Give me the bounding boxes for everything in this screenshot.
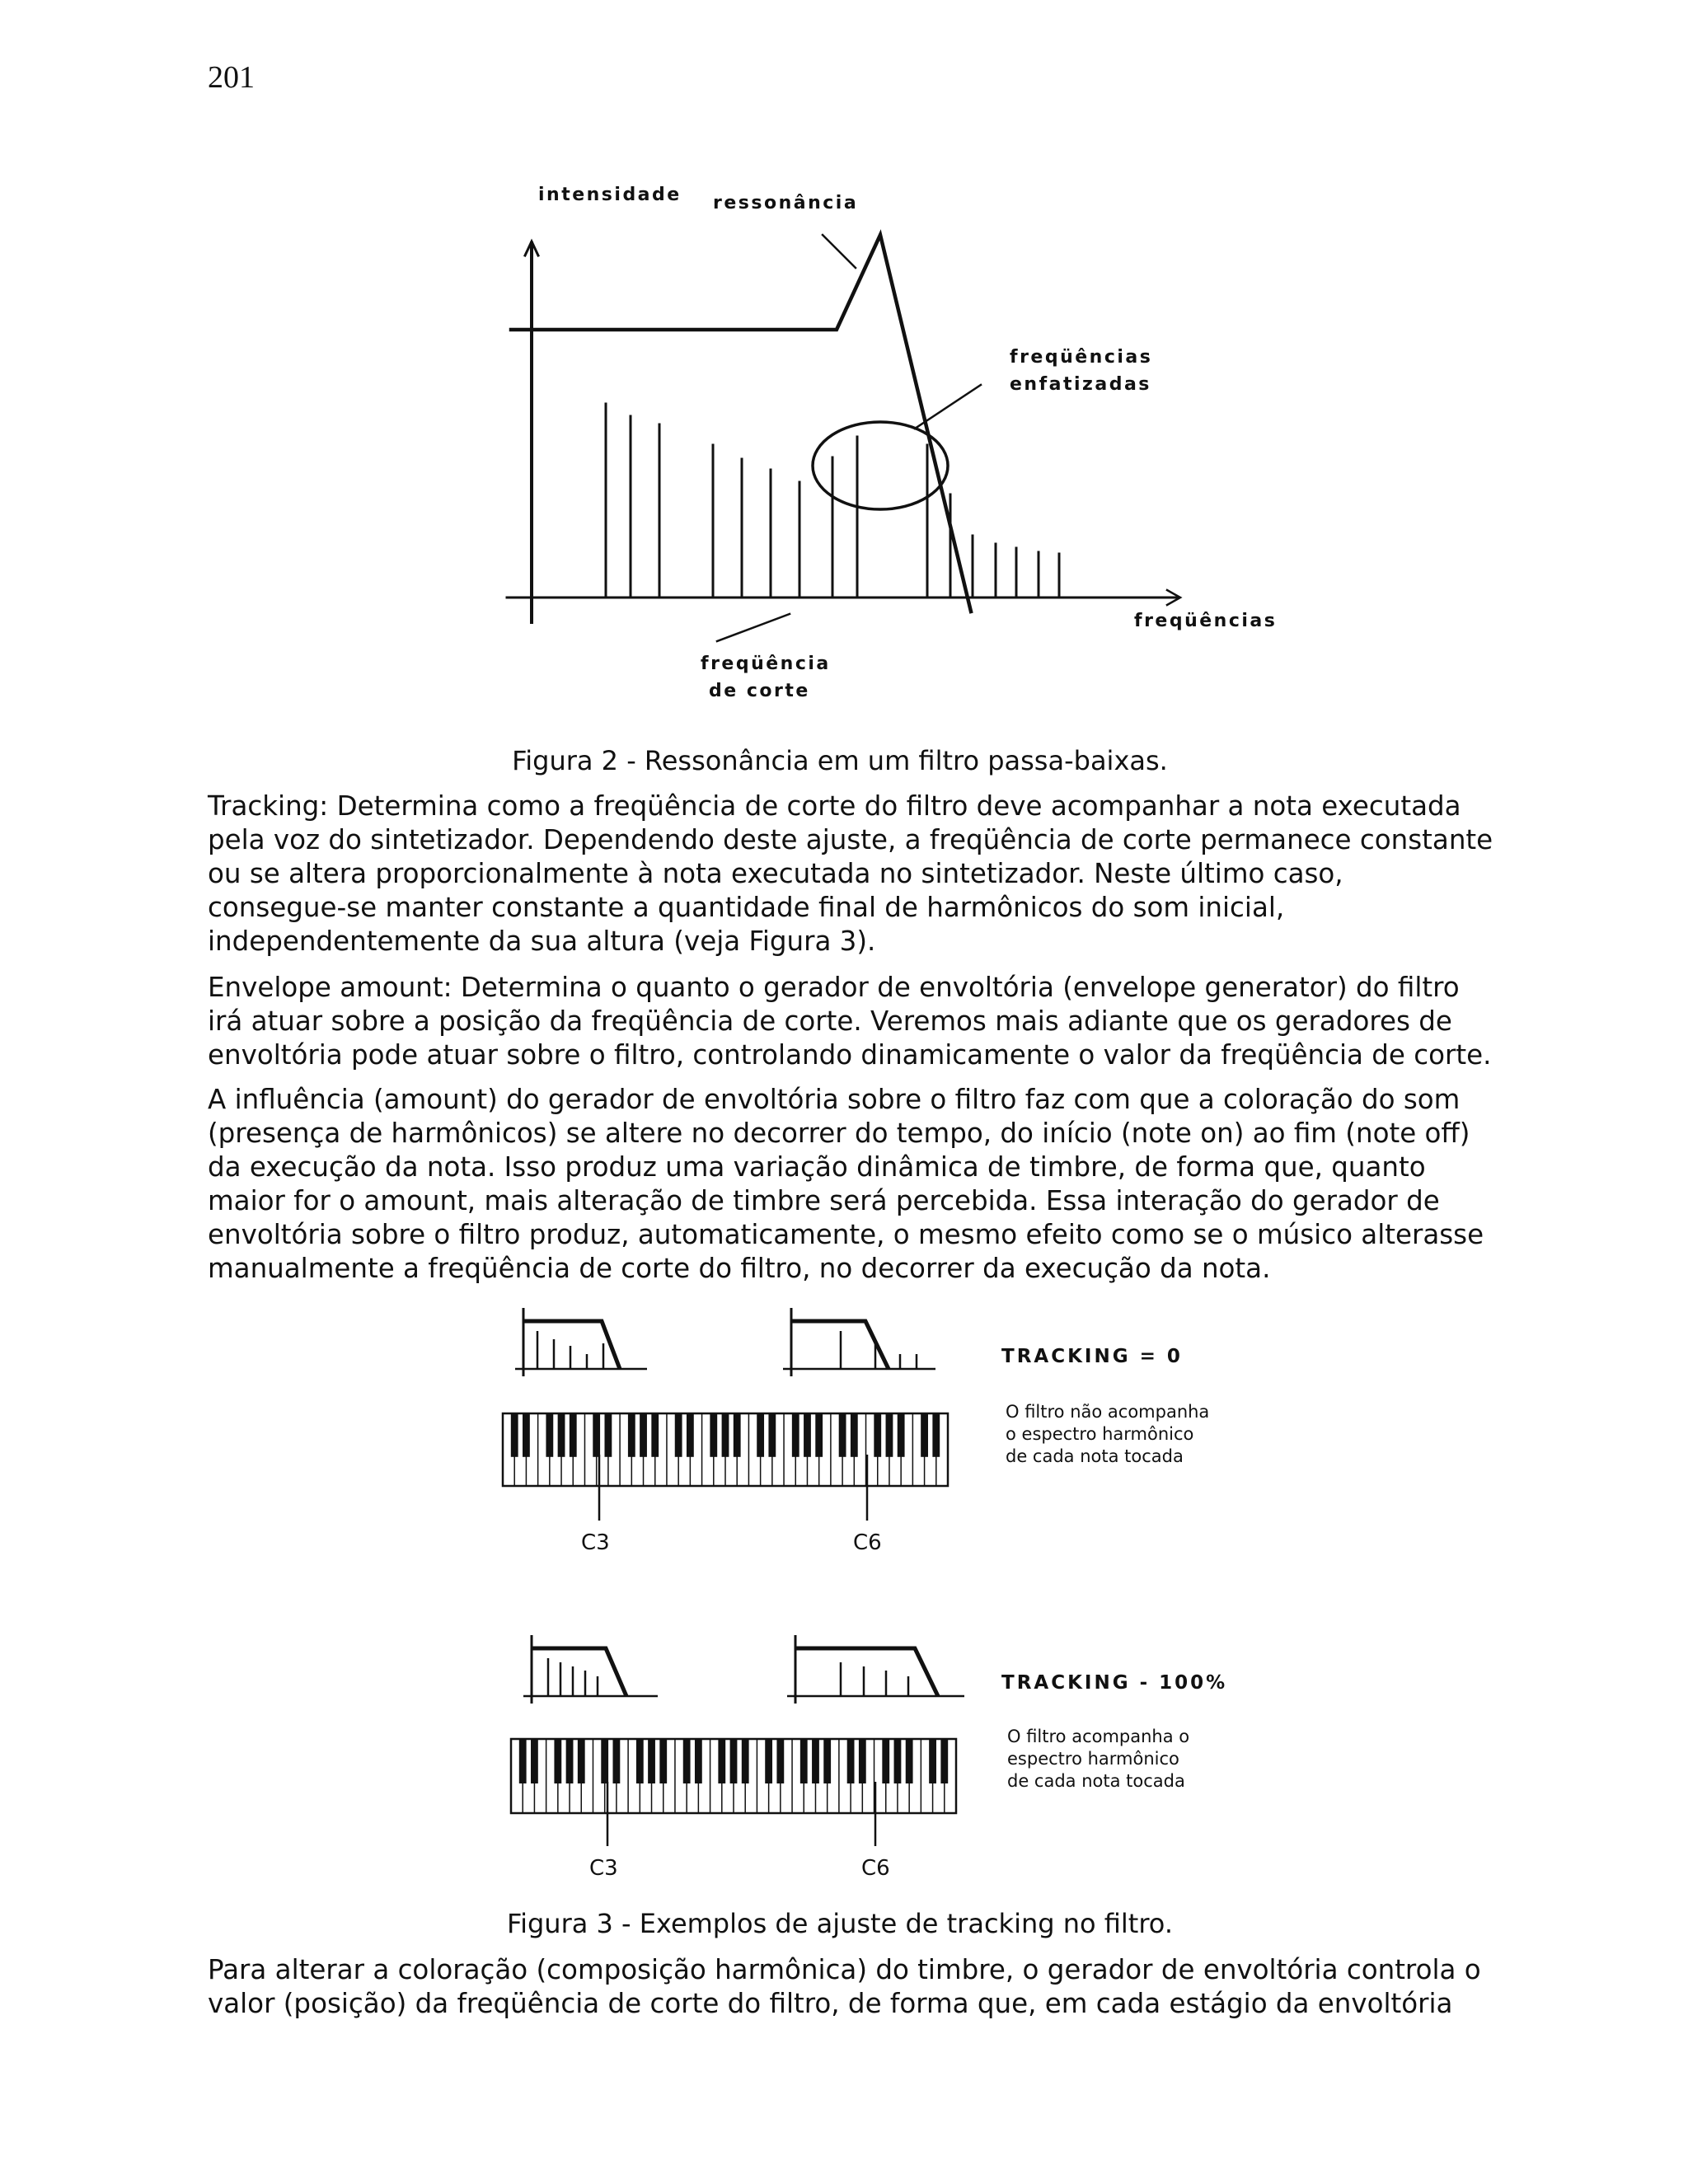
black-key <box>812 1739 819 1783</box>
black-key <box>558 1413 565 1457</box>
spectrum-left <box>515 1308 647 1376</box>
emphasized-label-line2: enfatizadas <box>1010 374 1151 395</box>
tracking-0-desc-line2: o espectro harmônico <box>1006 1424 1194 1444</box>
black-key <box>566 1739 574 1783</box>
black-key <box>847 1739 855 1783</box>
text-line: consegue-se manter constante a quantidade final de harmônicos do som inicial, <box>208 892 1285 923</box>
black-key <box>570 1413 577 1457</box>
black-key <box>683 1739 691 1783</box>
black-key <box>651 1413 659 1457</box>
tracking-100-title: TRACKING - 100% <box>1001 1672 1228 1694</box>
black-key <box>765 1739 772 1783</box>
tracking-0-desc-line1: O filtro não acompanha <box>1006 1402 1210 1422</box>
black-key <box>554 1739 561 1783</box>
text-line: Tracking: Determina como a freqüência de corte do filtro deve acompanhar a nota executada <box>208 790 1461 822</box>
black-key <box>511 1413 518 1457</box>
black-key <box>675 1413 682 1457</box>
paragraph-closing <box>208 1953 1543 2021</box>
text-line: envoltória pode atuar sobre o filtro, controlando dinamicamente o valor da freqüência de corte. <box>208 1039 1492 1071</box>
black-key <box>648 1739 655 1783</box>
tracking-0-desc-line3: de cada nota tocada <box>1006 1446 1184 1466</box>
spectrum-left <box>523 1635 658 1704</box>
black-key <box>578 1739 585 1783</box>
black-key <box>898 1413 905 1457</box>
tracking-100-desc-line3: de cada nota tocada <box>1007 1771 1185 1791</box>
black-key <box>776 1739 784 1783</box>
figure-3-panel-tracking-100 <box>503 1625 1245 1889</box>
text-line: Para alterar a coloração (composição harmônica) do timbre, o gerador de envoltória controla o <box>208 1954 1481 1985</box>
black-key <box>921 1413 928 1457</box>
spectrum-right <box>787 1635 964 1704</box>
paragraph-influence <box>208 1083 1543 1286</box>
note-label-c6: C6 <box>861 1856 890 1881</box>
black-key <box>859 1739 866 1783</box>
figure-3-caption: Figura 3 - Exemplos de ajuste de tracking no filtro. <box>507 1908 1173 1939</box>
black-key <box>886 1413 893 1457</box>
black-key <box>695 1739 702 1783</box>
black-key <box>636 1739 644 1783</box>
black-key <box>628 1413 635 1457</box>
black-key <box>523 1413 530 1457</box>
black-key <box>940 1739 948 1783</box>
black-key <box>882 1739 889 1783</box>
emphasis-pointer <box>915 385 981 429</box>
spectrum-right <box>783 1308 935 1376</box>
black-key <box>815 1413 823 1457</box>
note-label-c6: C6 <box>853 1530 882 1555</box>
black-key <box>519 1739 527 1783</box>
black-key <box>823 1739 831 1783</box>
black-key <box>874 1413 881 1457</box>
keyboard-black-keys <box>511 1413 940 1457</box>
cutoff-label-line2: de corte <box>709 681 810 701</box>
page-number: 201 <box>208 60 255 95</box>
resonance-label: ressonância <box>713 193 859 213</box>
black-key <box>593 1413 600 1457</box>
text-line: ou se altera proporcionalmente à nota executada no sintetizador. Neste último caso, <box>208 858 1343 889</box>
tracking-0-title: TRACKING = 0 <box>1001 1346 1183 1367</box>
text-line: envoltória sobre o filtro produz, automaticamente, o mesmo efeito como se o músico alterasse <box>208 1219 1484 1250</box>
black-key <box>710 1413 717 1457</box>
keyboard-black-keys <box>519 1739 948 1783</box>
resonance-pointer <box>823 235 856 268</box>
black-key <box>839 1413 846 1457</box>
text-line: da execução da nota. Isso produz uma variação dinâmica de timbre, de forma que, quanto <box>208 1151 1426 1183</box>
note-label-c3: C3 <box>581 1530 610 1555</box>
black-key <box>742 1739 749 1783</box>
text-line: pela voz do sintetizador. Dependendo deste ajuste, a freqüência de corte permanece constante <box>208 824 1493 855</box>
black-key <box>718 1739 725 1783</box>
harmonic-lines <box>606 404 1059 598</box>
black-key <box>757 1413 764 1457</box>
text-line: valor (posição) da freqüência de corte do filtro, de forma que, em cada estágio da envoltória <box>208 1988 1453 2019</box>
black-key <box>546 1413 553 1457</box>
black-key <box>906 1739 913 1783</box>
text-line: manualmente a freqüência de corte do filtro, no decorrer da execução da nota. <box>208 1253 1271 1284</box>
black-key <box>604 1413 612 1457</box>
text-line: irá atuar sobre a posição da freqüência de corte. Veremos mais adiante que os geradores de <box>208 1005 1452 1037</box>
black-key <box>640 1413 647 1457</box>
tracking-100-desc-line1: O filtro acompanha o <box>1007 1727 1190 1746</box>
text-line: maior for o amount, mais alteração de timbre será percebida. Essa interação do gerador de <box>208 1185 1440 1216</box>
black-key <box>800 1739 808 1783</box>
text-line: independentemente da sua altura (veja Figura 3). <box>208 926 876 957</box>
black-key <box>687 1413 694 1457</box>
black-key <box>929 1739 936 1783</box>
black-key <box>722 1413 729 1457</box>
figure-2-caption: Figura 2 - Ressonância em um filtro passa-baixas. <box>512 745 1168 776</box>
tracking-100-desc-line2: espectro harmônico <box>1007 1749 1179 1769</box>
cutoff-pointer <box>717 614 790 641</box>
black-key <box>792 1413 799 1457</box>
black-key <box>851 1413 858 1457</box>
black-key <box>730 1739 738 1783</box>
black-key <box>531 1739 538 1783</box>
x-axis-label: freqüências <box>1134 611 1278 631</box>
black-key <box>768 1413 776 1457</box>
emphasized-label-line1: freqüências <box>1010 347 1153 368</box>
note-label-c3: C3 <box>589 1856 618 1881</box>
figure-2-diagram <box>495 173 1286 717</box>
text-line: (presença de harmônicos) se altere no decorrer do tempo, do início (note on) ao fim (note off) <box>208 1118 1470 1149</box>
black-key <box>894 1739 902 1783</box>
black-key <box>804 1413 811 1457</box>
black-key <box>734 1413 741 1457</box>
paragraph-tracking <box>208 790 1543 958</box>
paragraph-envelope-amount <box>208 971 1543 1072</box>
black-key <box>612 1739 620 1783</box>
cutoff-label-line1: freqüência <box>701 654 831 674</box>
figure-3-panel-tracking-0 <box>495 1298 1236 1562</box>
black-key <box>601 1739 608 1783</box>
black-key <box>659 1739 667 1783</box>
text-line: Envelope amount: Determina o quanto o gerador de envoltória (envelope generator) do filtro <box>208 972 1460 1003</box>
text-line: A influência (amount) do gerador de envoltória sobre o filtro faz com que a coloração do som <box>208 1084 1461 1115</box>
y-axis-label: intensidade <box>538 185 682 205</box>
black-key <box>932 1413 940 1457</box>
